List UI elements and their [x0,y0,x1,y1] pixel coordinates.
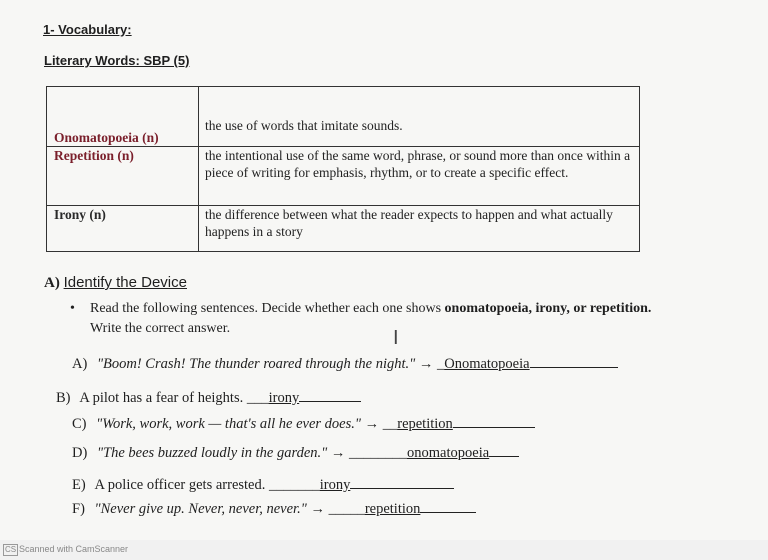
instruction-text-1: Read the following sentences. Decide whether each one shows [90,301,445,316]
answer-blank [489,455,519,457]
question-e [72,477,454,494]
arrow-icon: → [418,356,434,372]
vocab-row-irony [47,206,640,252]
scanner-footer [0,540,768,560]
answer-field[interactable]: onomatopoeia [407,445,490,461]
section-a-heading [44,274,187,292]
vocab-row-repetition [47,147,640,206]
camscanner-logo: CS [5,545,17,554]
scanner-watermark: Scanned with CamScanner [19,544,129,554]
section-letter: A) [44,275,60,291]
answer-prefix: _____ [328,501,365,517]
instruction-text-2: Write the correct answer. [90,321,231,336]
vocab-row-onomatopoeia [47,87,640,147]
question-a [72,356,618,373]
answer-prefix: __ [382,416,398,432]
question-sentence: "Work, work, work — that's all he ever does." [96,416,361,432]
answer-prefix: ___ [246,390,269,406]
answer-prefix: _______ [268,477,320,493]
bullet-icon: • [70,301,75,316]
vocab-definition: the intentional use of the same word, phrase, or sound more than once within a piece of writing for emphasis, rhythm, or to create a specific effect. [199,147,640,206]
question-d [72,445,519,462]
question-label: A) [72,356,88,372]
arrow-icon: → [330,445,346,461]
answer-prefix: _ [436,356,445,372]
answer-blank [420,511,476,513]
answer-field[interactable]: irony [319,477,351,493]
vocab-term [47,206,199,252]
question-label: B) [56,390,71,406]
question-sentence: A police officer gets arrested. [94,477,266,493]
section-title: Identify the Device [63,274,187,291]
answer-blank [350,487,454,489]
vocabulary-heading: 1- Vocabulary: [43,22,132,37]
arrow-icon: → [310,501,325,517]
question-b [56,390,361,407]
answer-field[interactable]: repetition [397,416,453,432]
question-label: E) [72,477,86,493]
answer-prefix: ________ [349,445,408,461]
answer-field[interactable]: Onomatopoeia [444,356,530,372]
answer-field[interactable]: irony [268,390,300,406]
question-c [72,416,535,433]
term-text: Repetition (n) [54,148,134,163]
vocab-term [47,87,199,147]
question-label: C) [72,416,87,432]
text-cursor-icon: I [393,327,399,349]
question-label: F) [72,501,85,517]
instructions [70,299,680,339]
question-label: D) [72,445,88,461]
term-text: Onomatopoeia (n) [54,130,159,145]
term-text: Irony (n) [54,207,106,222]
answer-blank [299,400,361,402]
vocab-definition: the difference between what the reader expects to happen and what actually happens in a story [199,206,640,252]
question-sentence: "Never give up. Never, never, never." [94,501,307,517]
instruction-devices: onomatopoeia, irony, or repetition. [444,301,652,316]
vocab-definition: the use of words that imitate sounds. [199,87,640,147]
question-sentence: A pilot has a fear of heights. [79,390,244,406]
literary-words-subheading: Literary Words: SBP (5) [44,53,190,68]
question-f [72,501,476,518]
arrow-icon: → [364,416,380,432]
answer-blank [453,426,535,428]
question-sentence: "Boom! Crash! The thunder roared through the night." [96,356,416,372]
answer-blank [530,366,618,368]
vocab-term [47,147,199,206]
vocabulary-table [46,86,640,252]
answer-field[interactable]: repetition [364,501,421,517]
question-sentence: "The bees buzzed loudly in the garden." [96,445,328,461]
